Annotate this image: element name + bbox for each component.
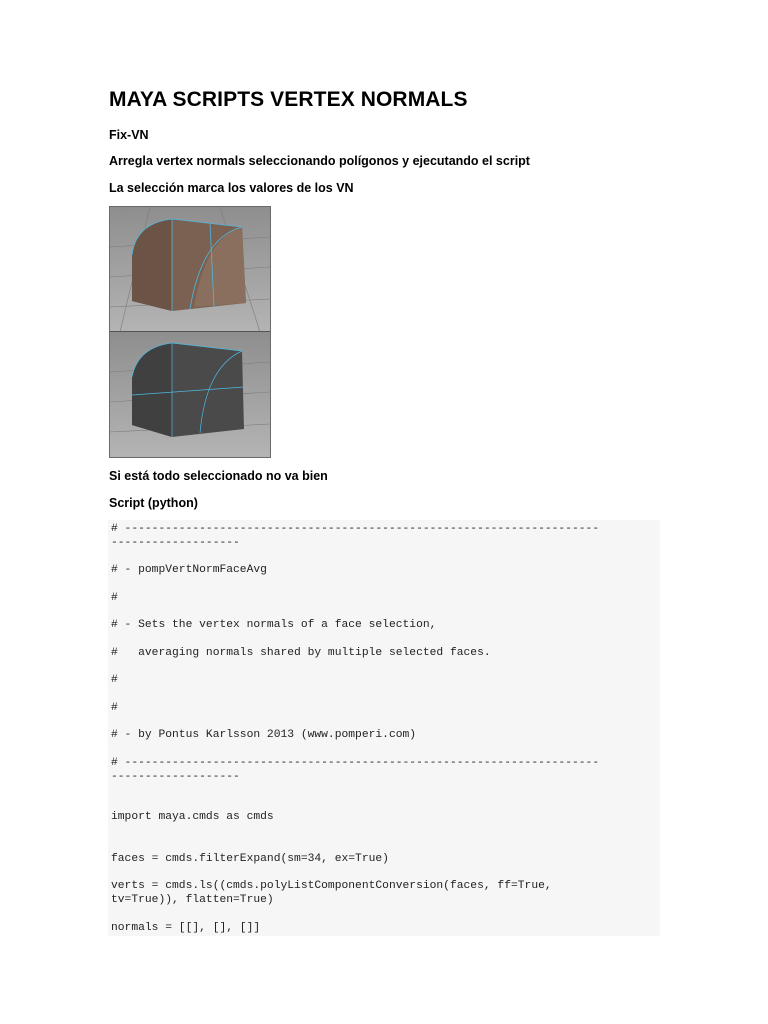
code-line: faces = cmds.filterExpand(sm=34, ex=True) (111, 853, 389, 865)
description: Arregla vertex normals seleccionando polígonos y ejecutando el script (109, 154, 530, 168)
page-title: MAYA SCRIPTS VERTEX NORMALS (109, 88, 468, 111)
code-line: # - pompVertNormFaceAvg (111, 564, 267, 576)
code-line: # (111, 674, 118, 686)
script-heading: Script (python) (109, 496, 198, 510)
code-line: # (111, 592, 118, 604)
code-line: normals = [[], [], []] (111, 922, 261, 934)
subtitle: Fix-VN (109, 128, 149, 142)
viewport-screenshot (109, 206, 271, 458)
code-line: # - by Pontus Karlsson 2013 (www.pomperi.com) (111, 729, 417, 741)
top-viewport (110, 207, 270, 332)
code-line: # - Sets the vertex normals of a face selection, (111, 619, 437, 631)
warning-note: Si está todo seleccionado no va bien (109, 469, 328, 483)
code-line: ------------------- (111, 537, 240, 549)
code-line: verts = cmds.ls((cmds.polyListComponentConversion(faces, ff=True, (111, 880, 552, 892)
code-line: # (111, 702, 118, 714)
code-line: tv=True)), flatten=True) (111, 894, 274, 906)
code-block (108, 520, 660, 936)
code-line: import maya.cmds as cmds (111, 811, 274, 823)
code-line: # averaging normals shared by multiple selected faces. (111, 647, 491, 659)
bottom-viewport (110, 332, 270, 457)
code-line: ------------------- (111, 771, 240, 783)
cube-comparison-image (110, 207, 270, 457)
code-line: # ---------------------------------------------------------------------- (111, 757, 600, 769)
selection-note: La selección marca los valores de los VN (109, 181, 354, 195)
code-line: # ---------------------------------------------------------------------- (111, 523, 600, 535)
